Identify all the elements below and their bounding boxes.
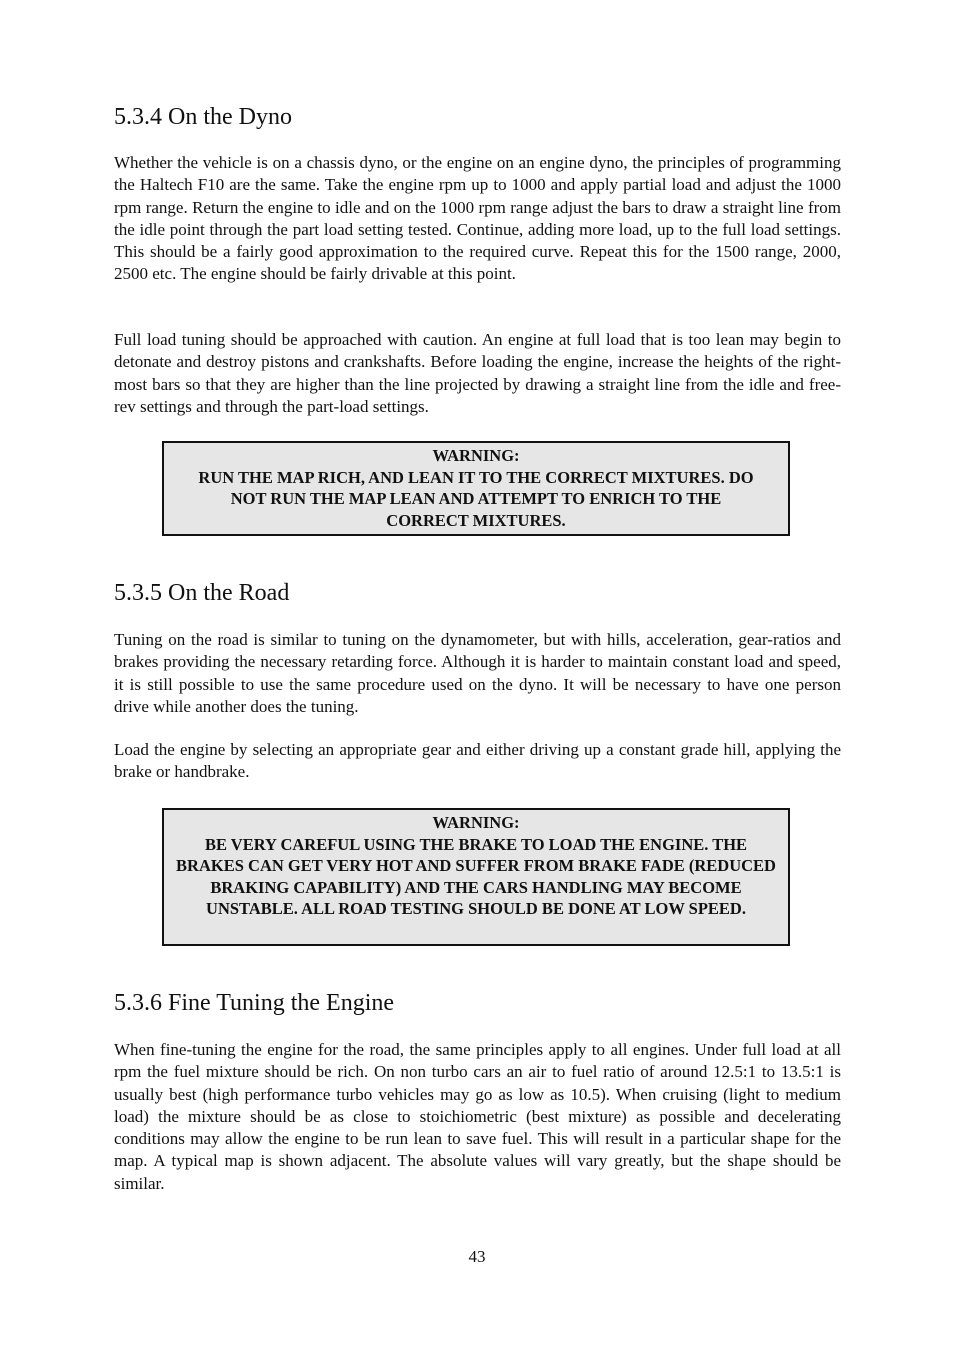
paragraph-full-load-caution: Full load tuning should be approached with caution. An engine at full load that is too lean may begin to detonate and destroy pistons and crankshafts. Before loading the engine, increase the heights of the right-most bars so that they are higher than the line projected by drawing a straight line from the idle and free-rev settings and through the part-load settings. — [114, 330, 841, 416]
paragraph-fine-tuning: When fine-tuning the engine for the road, the same principles apply to all engines. Under full load at all rpm the fuel mixture should be rich. On non turbo cars an air to fuel ratio of around 12.5:1 to 13.5:1 is usually best (high performance turbo vehicles may go as low as 10.5). When cruising (light to medium load) the mixture should be as close to stoichiometric (best mixture) as possible and decelerating conditions may allow the engine to be run lean to save fuel. This will result in a particular shape for the map. A typical map is shown adjacent. The absolute values will vary greatly, but the shape should be similar. — [114, 1040, 841, 1193]
section-heading-road: 5.3.5 On the Road — [114, 580, 290, 606]
section-heading-fine-tuning: 5.3.6 Fine Tuning the Engine — [114, 990, 395, 1016]
warning-box-rich-mixture — [162, 441, 790, 536]
paragraph-load-engine: Load the engine by selecting an appropriate gear and either driving up a constant grade hill, applying the brake or handbrake. — [114, 740, 841, 782]
warning-text: BE VERY CAREFUL USING THE BRAKE TO LOAD THE ENGINE. THE BRAKES CAN GET VERY HOT AND SUFFER FROM BRAKE FADE (REDUCED BRAKING CAPABILITY) AND THE CARS HANDLING MAY BECOME UNSTABLE. ALL ROAD TESTING SHOULD BE DONE AT LOW SPEED. — [176, 834, 776, 919]
paragraph-dyno-procedure: Whether the vehicle is on a chassis dyno, or the engine on an engine dyno, the principles of programming the Haltech F10 are the same. Take the engine rpm up to 1000 and apply partial load and adjust the 1000 rpm range. Return the engine to idle and on the 1000 rpm range adjust the bars to draw a straight line from the idle point through the part load setting tested. Continue, adding more load, up to the full load settings. This should be a fairly good approximation to the required curve. Repeat this for the 1500 range, 2000, 2500 etc. The engine should be fairly drivable at this point. — [114, 153, 841, 284]
section-heading-dyno: 5.3.4 On the Dyno — [114, 104, 292, 130]
warning-text: RUN THE MAP RICH, AND LEAN IT TO THE CORRECT MIXTURES. DO NOT RUN THE MAP LEAN AND ATTEMPT TO ENRICH TO THE CORRECT MIXTURES. — [198, 467, 754, 530]
warning-title: WARNING: — [432, 813, 520, 832]
paragraph-road-tuning: Tuning on the road is similar to tuning on the dynamometer, but with hills, acceleration, gear-ratios and brakes providing the necessary retarding force. Although it is harder to maintain constant load and speed, it is still possible to use the same procedure used on the dyno. It will be necessary to have one person drive while another does the tuning. — [114, 630, 841, 716]
page-number: 43 — [468, 1247, 486, 1266]
warning-box-brake-load — [162, 808, 790, 946]
warning-title: WARNING: — [432, 446, 520, 465]
